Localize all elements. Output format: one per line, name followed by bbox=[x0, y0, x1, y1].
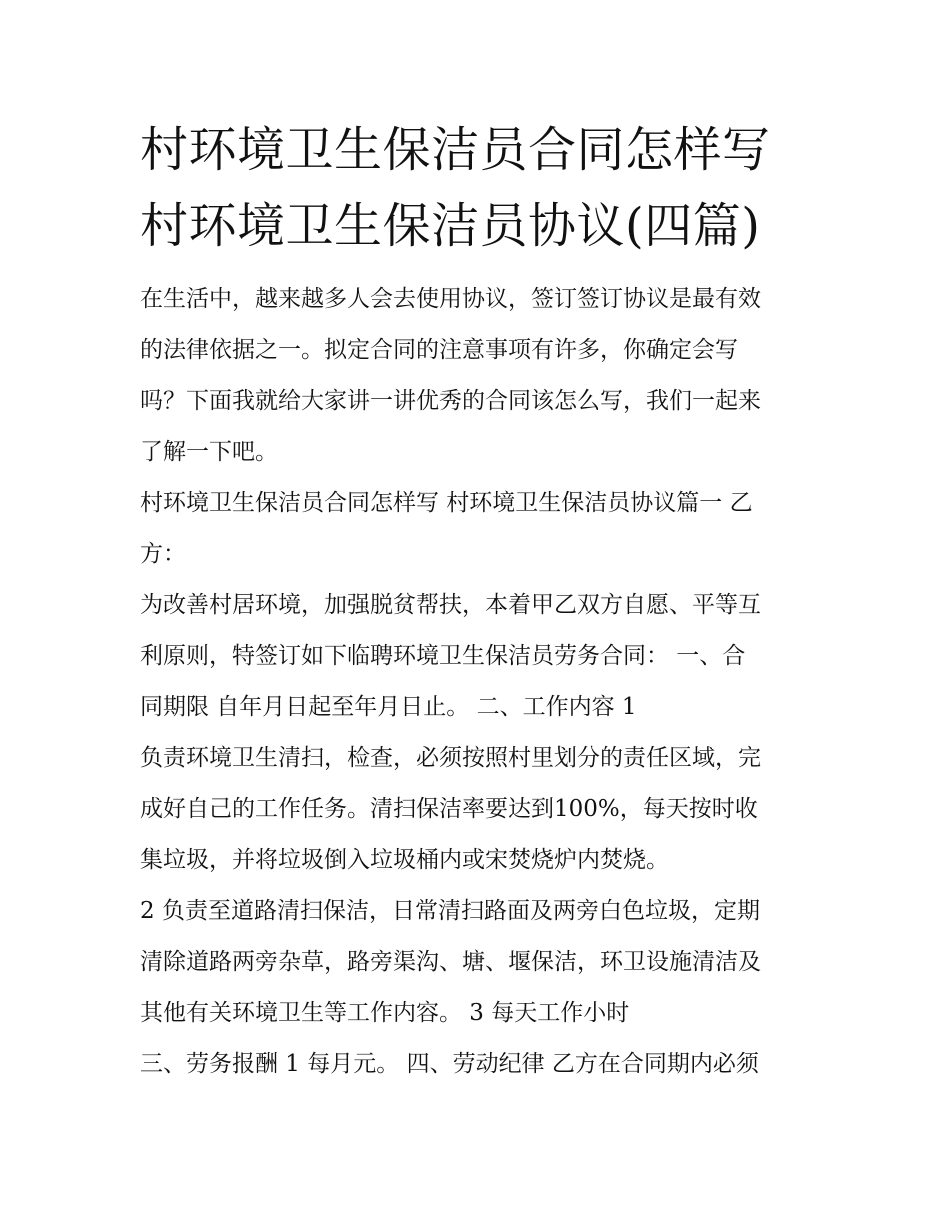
document-body bbox=[140, 274, 820, 1090]
text-line: 吗？下面我就给大家讲一讲优秀的合同该怎么写，我们一起来 bbox=[140, 388, 761, 414]
title-line-1: 村环境卫生保洁员合同怎样写 bbox=[140, 122, 771, 178]
duty-2-paragraph bbox=[140, 886, 820, 1039]
remuneration-paragraph bbox=[140, 1039, 820, 1090]
text-line: 了解一下吧。 bbox=[140, 439, 278, 465]
document-title bbox=[140, 112, 840, 264]
section-heading-paragraph bbox=[140, 478, 820, 580]
text-line: 方： bbox=[140, 541, 186, 567]
text-line: 负责环境卫生清扫，检查，必须按照村里划分的责任区域，完 bbox=[140, 745, 761, 771]
text-line: 集垃圾，并将垃圾倒入垃圾桶内或宋焚烧炉内焚烧。 bbox=[140, 847, 669, 873]
title-line-2: 村环境卫生保洁员协议(四篇) bbox=[140, 198, 761, 254]
text-line: 利原则，特签订如下临聘环境卫生保洁员劳务合同： 一、合 bbox=[140, 643, 746, 669]
text-line: 清除道路两旁杂草，路旁渠沟、塘、堰保洁，环卫设施清洁及 bbox=[140, 949, 761, 975]
contract-terms-paragraph bbox=[140, 580, 820, 733]
text-line: 村环境卫生保洁员合同怎样写 村环境卫生保洁员协议篇一 乙 bbox=[140, 490, 753, 516]
text-line: 同期限 自年月日起至年月日止。 二、工作内容 1 bbox=[140, 694, 637, 720]
text-line: 其他有关环境卫生等工作内容。 3 每天工作小时 bbox=[140, 1000, 630, 1026]
text-line: 2 负责至道路清扫保洁，日常清扫路面及两旁白色垃圾，定期 bbox=[140, 898, 760, 924]
text-line: 成好自己的工作任务。清扫保洁率要达到100%，每天按时收 bbox=[140, 796, 758, 822]
text-line: 为改善村居环境，加强脱贫帮扶，本着甲乙双方自愿、平等互 bbox=[140, 592, 761, 618]
intro-paragraph bbox=[140, 274, 820, 478]
text-line: 的法律依据之一。拟定合同的注意事项有许多，你确定会写 bbox=[140, 337, 738, 363]
text-line: 在生活中，越来越多人会去使用协议，签订签订协议是最有效 bbox=[140, 286, 761, 312]
duty-1-paragraph bbox=[140, 733, 820, 886]
text-line: 三、劳务报酬 1 每月元。 四、劳动纪律 乙方在合同期内必须 bbox=[140, 1051, 759, 1077]
